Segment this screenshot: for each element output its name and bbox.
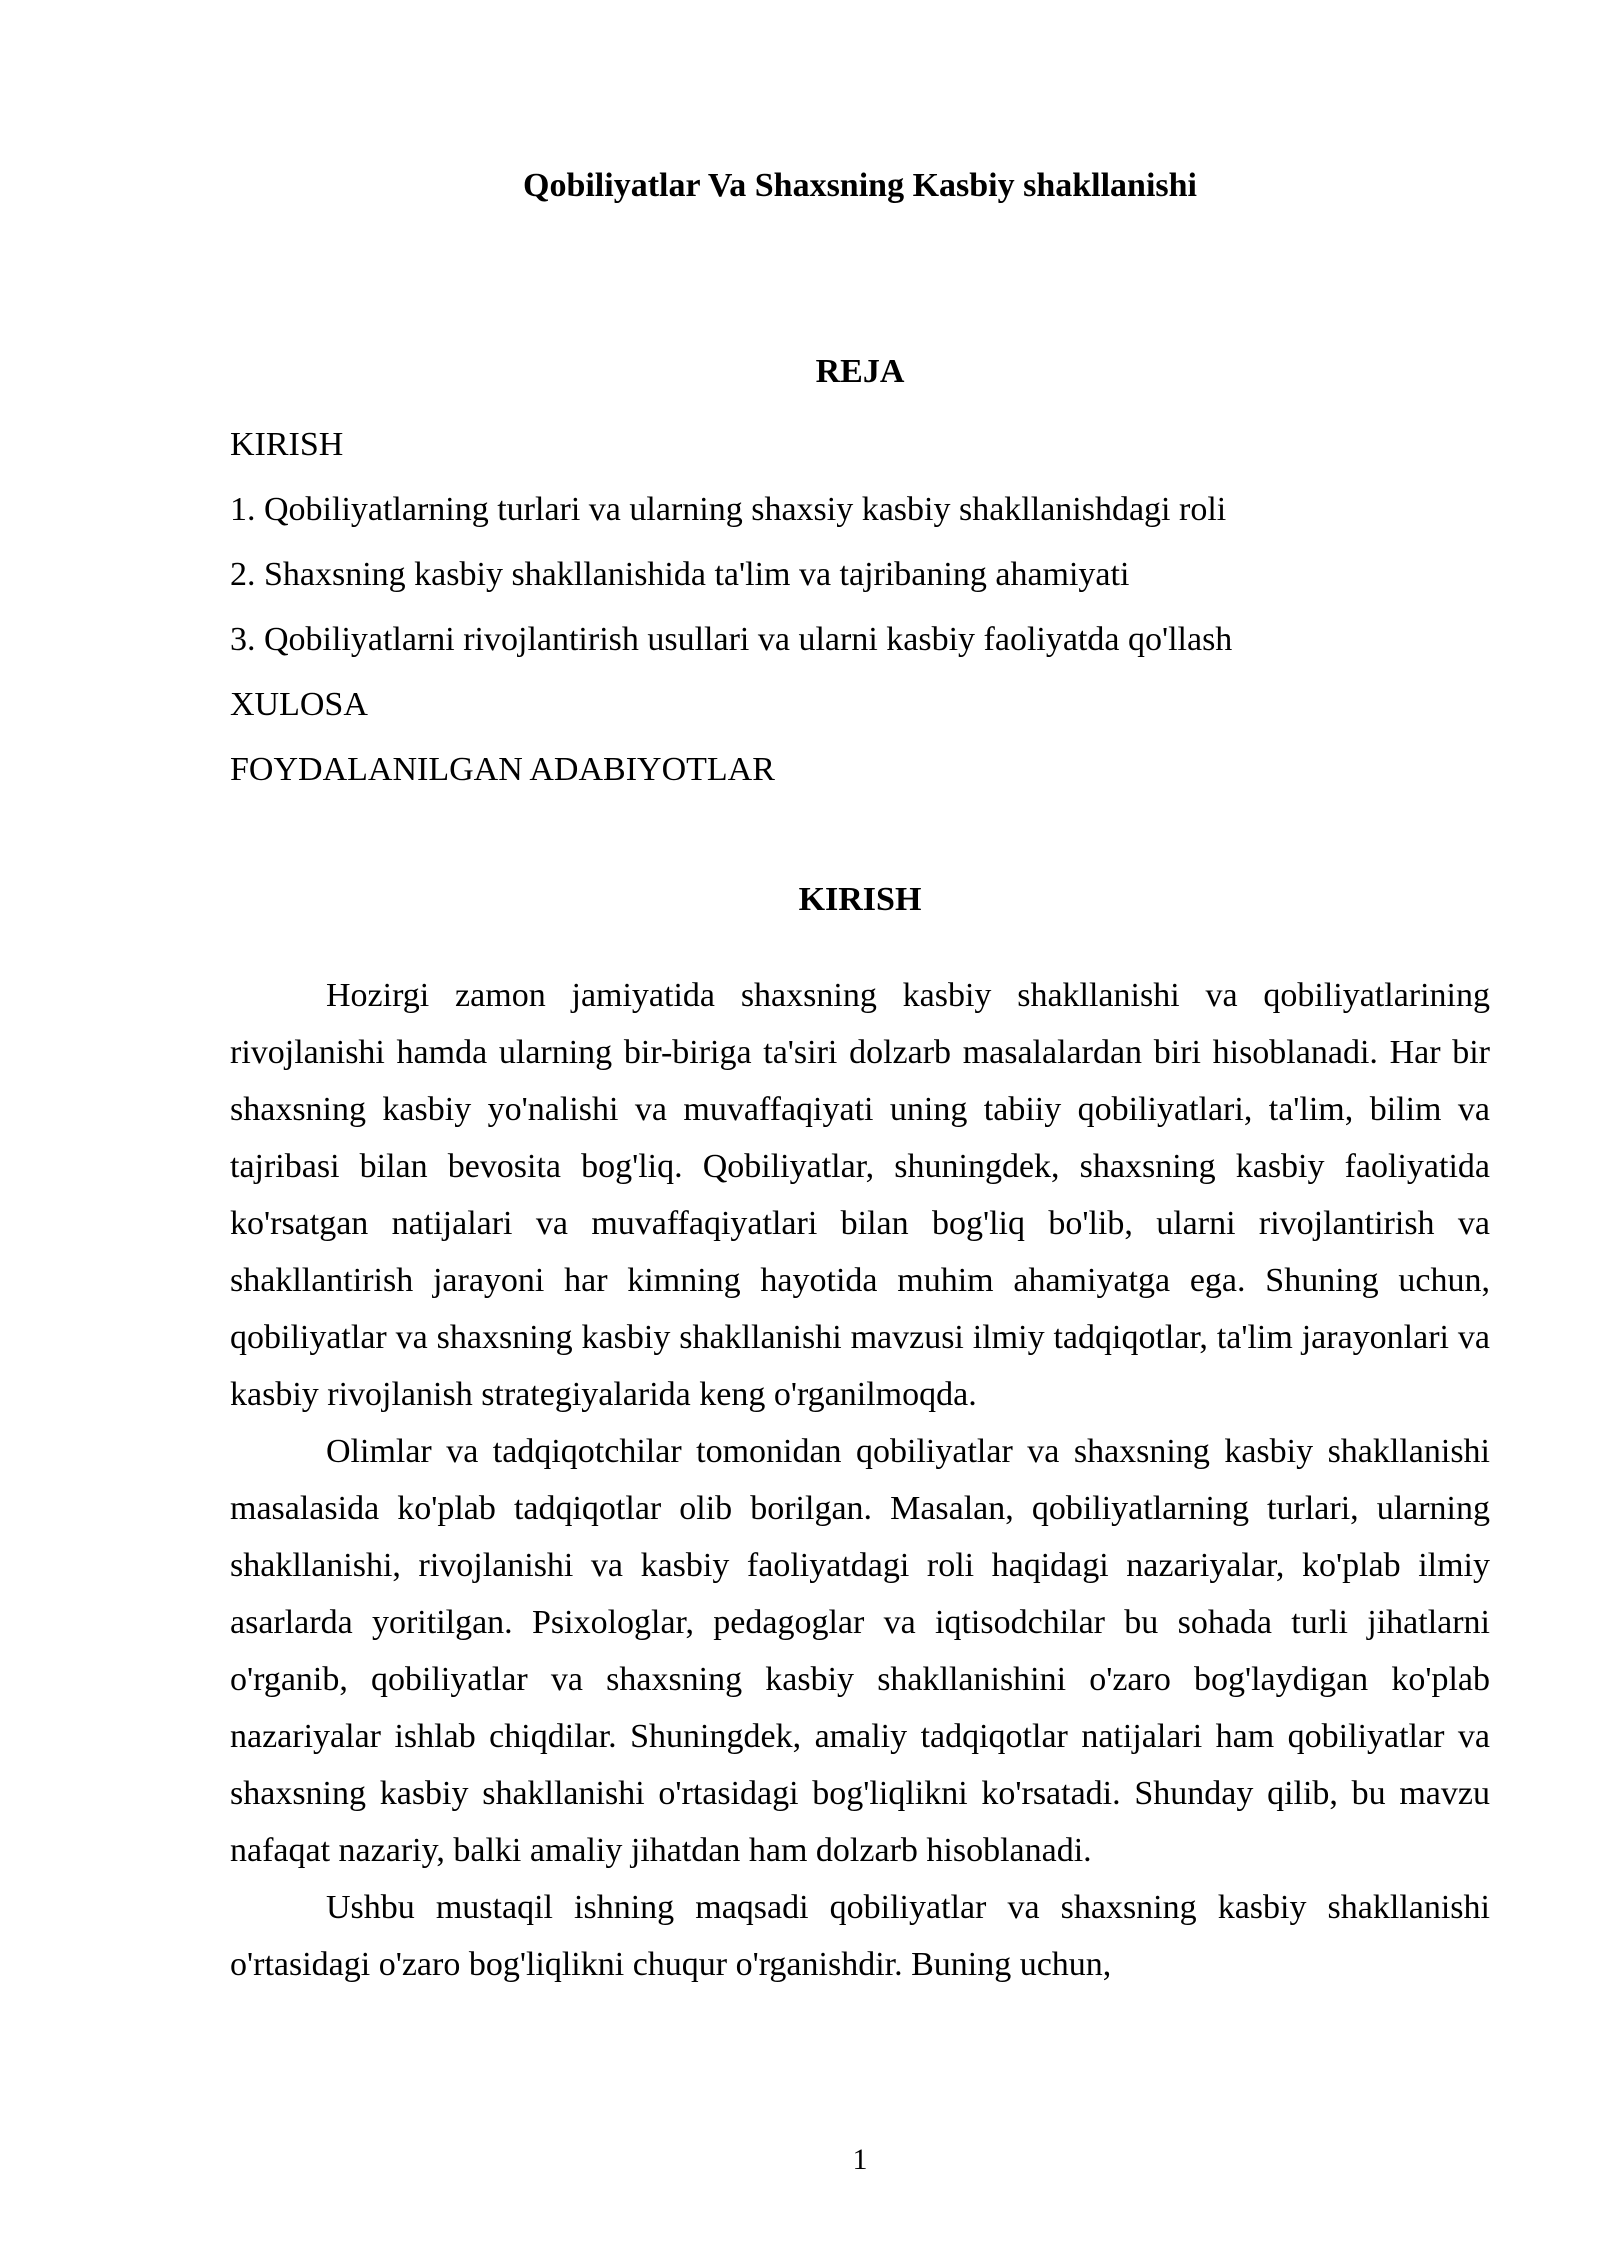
intro-paragraph-2: Olimlar va tadqiqotchilar tomonidan qobiliyatlar va shaxsning kasbiy shakllanishi masalasida ko'plab tadqiqotlar olib borilgan. Masalan, qobiliyatlarning turlari, ularning shakllanishi, rivojlanishi va kasbiy faoliyatdagi roli haqidagi nazariyalar, ko'plab ilmiy asarlarda yoritilgan. Psixologlar, pedagoglar va iqtisodchilar bu sohada turli jihatlarni o'rganib, qobiliyatlar va shaxsning kasbiy shakllanishini o'zaro bog'laydigan ko'plab nazariyalar ishlab chiqdilar. Shuningdek, amaliy tadqiqotlar natijalari ham qobiliyatlar va shaxsning kasbiy shakllanishi o'rtasidagi bog'liqlikni ko'rsatadi. Shunday qilib, bu mavzu nafaqat nazariy, balki amaliy jihatdan ham dolzarb hisoblanadi. <box>230 1433 1490 1869</box>
plan-item-references: FOYDALANILGAN ADABIYOTLAR <box>230 751 775 788</box>
intro-paragraph-3: Ushbu mustaqil ishning maqsadi qobiliyatlar va shaxsning kasbiy shakllanishi o'rtasidagi o'zaro bog'liqlikni chuqur o'rganishdir. Buning uchun, <box>230 1889 1490 1983</box>
intro-paragraph-1: Hozirgi zamon jamiyatida shaxsning kasbiy shakllanishi va qobiliyatlarining rivojlanishi hamda ularning bir-biriga ta'siri dolzarb masalalardan biri hisoblanadi. Har bir shaxsning kasbiy yo'nalishi va muvaffaqiyati uning tabiiy qobiliyatlari, ta'lim, bilim va tajribasi bilan bevosita bog'liq. Qobiliyatlar, shuningdek, shaxsning kasbiy faoliyatida ko'rsatgan natijalari va muvaffaqiyatlari bilan bog'liq bo'lib, ularni rivojlantirish va shakllantirish jarayoni har kimning hayotida muhim ahamiyatga ega. Shuning uchun, qobiliyatlar va shaxsning kasbiy shakllanishi mavzusi ilmiy tadqiqotlar, ta'lim jarayonlari va kasbiy rivojlanish strategiyalarida keng o'rganilmoqda. <box>230 977 1490 1413</box>
plan-item-conclusion: XULOSA <box>230 686 368 723</box>
intro-body <box>230 967 1490 1993</box>
plan-item-2: 2. Shaxsning kasbiy shakllanishida ta'lim va tajribaning ahamiyati <box>230 556 1130 593</box>
plan-item-3: 3. Qobiliyatlarni rivojlantirish usullari va ularni kasbiy faoliyatda qo'llash <box>230 621 1233 658</box>
plan-item-intro: KIRISH <box>230 426 344 463</box>
document-title: Qobiliyatlar Va Shaxsning Kasbiy shakllanishi <box>523 167 1197 204</box>
plan-list <box>230 425 1490 815</box>
page-number: 1 <box>852 2143 868 2176</box>
intro-heading: KIRISH <box>798 881 922 918</box>
plan-heading: REJA <box>815 353 905 390</box>
plan-item-1: 1. Qobiliyatlarning turlari va ularning shaxsiy kasbiy shakllanishdagi roli <box>230 491 1227 528</box>
